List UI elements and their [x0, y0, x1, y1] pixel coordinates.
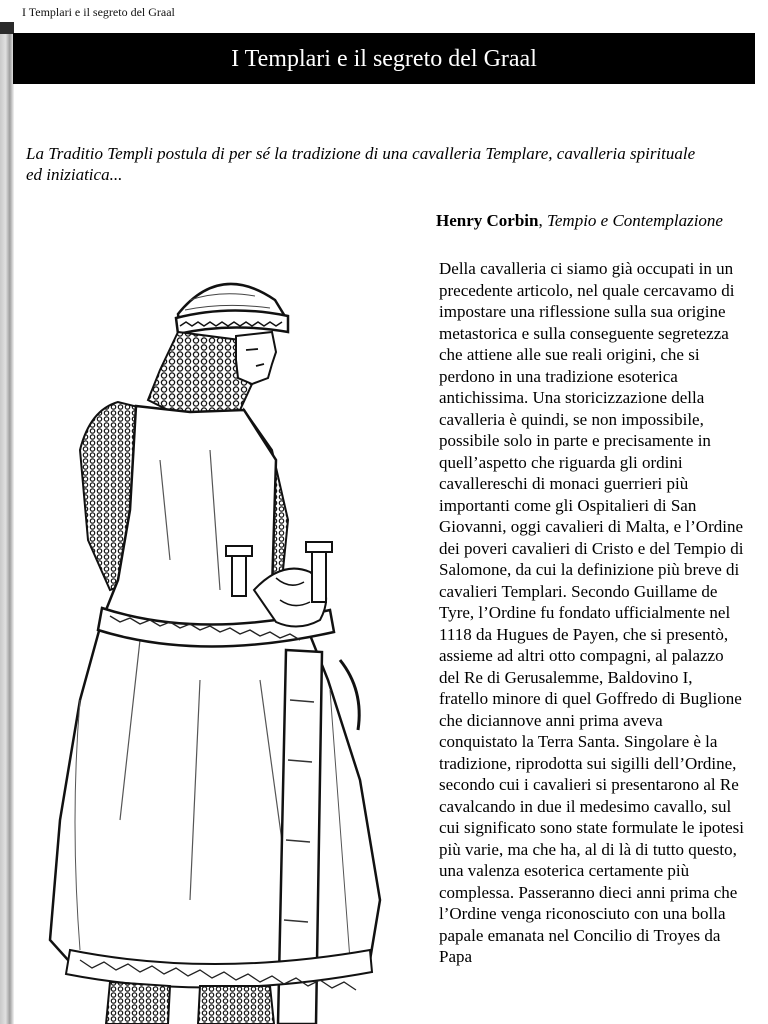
- attribution-work: Tempio e Contemplazione: [546, 211, 723, 230]
- mail-leggings: [106, 982, 170, 1024]
- attribution-separator: ,: [538, 211, 547, 230]
- page-edge-corner: [0, 22, 14, 34]
- dagger-hilt-left: [232, 552, 246, 596]
- quote-attribution: [436, 210, 756, 232]
- page-edge-shadow: [0, 22, 14, 1024]
- knight-face: [236, 332, 276, 384]
- article-body: Della cavalleria ci siamo già occupati in un precedente articolo, nel quale cercavamo di impostare una riflessione sulla sua origine metastorica e sulla conseguente segretezza che attiene alle sue reali origini, che si perdono in una tradizione esoterica antichissima. Una storicizzazione della cavalleria è quindi, se non impossibile, possibile solo in parte e precisamente in quell’aspetto che riguarda gli ordini cavallereschi di monaci guerrieri più importanti come gli Ospitalieri di San Giovanni, oggi cavalieri di Malta, e l’Ordine dei poveri cavalieri di Cristo e del Tempio di Salomone, da cui la definizione più breve di cavalieri Templari. Secondo Guillame de Tyre, l’Ordine fu fondato ufficialmente nel 1118 da Hugues de Payen, che si presentò, assieme ad altri otto compagni, al palazzo del Re di Gerusalemme, Baldovino I, fratello minore di quel Goffredo di Buglione che diciannove anni prima aveva conquistato la Terra Santa. Singolare è la tradizione, riprodotta sui sigilli dell’Ordine, secondo cui i cavalieri si presentarono al Re cavalcando in due il medesimo cavallo, sul cui significato sono state formulate le ipotesi più varie, ma che ha, al di là di tutto questo, una valenza esoterica certamente più complessa. Passeranno dieci anni prima che l’Ordine venga riconosciuto con una bolla papale emanata nel Concilio di Troyes da Papa: [439, 259, 744, 966]
- dagger-hilt-right: [312, 550, 326, 602]
- header-bar: [13, 33, 755, 84]
- epigraph-quote: La Traditio Templi postula di per sé la tradizione di una cavalleria Templare, cavalleria spirituale ed iniziatica...: [26, 144, 696, 184]
- attribution-author: Henry Corbin: [436, 211, 539, 230]
- window-title: I Templari e il segreto del Graal: [22, 5, 175, 19]
- page-title: I Templari e il segreto del Graal: [231, 45, 537, 72]
- templar-knight-illustration: [40, 260, 420, 1024]
